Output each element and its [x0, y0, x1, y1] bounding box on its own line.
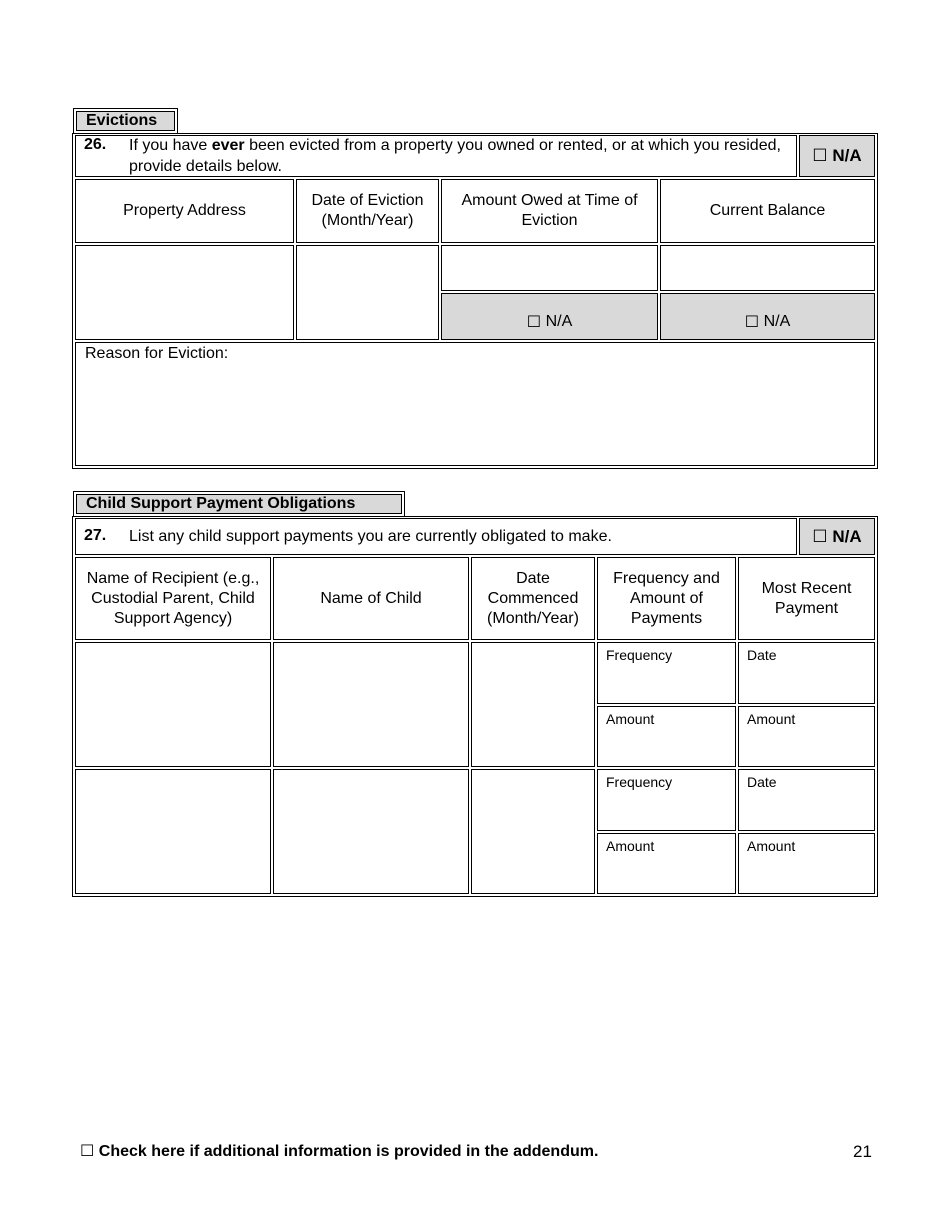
- frequency-field[interactable]: [597, 642, 736, 704]
- reason-for-eviction-field[interactable]: [75, 342, 875, 466]
- evictions-question-text-after: been evicted from a property you owned or rented, or at which you resided, provide details below.: [129, 137, 781, 175]
- checkbox-icon: ☐: [526, 311, 542, 331]
- header-name-of-child: Name of Child: [273, 557, 469, 640]
- child-name-field[interactable]: [273, 642, 469, 767]
- recipient-name-field[interactable]: [75, 769, 271, 894]
- evictions-na-checkbox[interactable]: [799, 135, 875, 177]
- child-support-question-text: List any child support payments you are currently obligated to make.: [129, 528, 612, 545]
- header-property-address: Property Address: [75, 179, 294, 243]
- evictions-question-text: [129, 135, 794, 177]
- evictions-question-emphasis: ever: [211, 137, 245, 154]
- amount-owed-field[interactable]: [441, 245, 658, 291]
- reason-for-eviction-label: Reason for Eviction:: [85, 345, 229, 362]
- current-balance-na-checkbox[interactable]: [660, 293, 875, 340]
- child-support-question-number: 27.: [84, 527, 107, 544]
- checkbox-icon: ☐: [744, 311, 760, 331]
- child-support-na-label: N/A: [832, 526, 862, 546]
- recent-payment-date-field[interactable]: [738, 642, 875, 704]
- date-commenced-field[interactable]: [471, 769, 595, 894]
- amount-owed-na-checkbox[interactable]: [441, 293, 658, 340]
- child-support-na-checkbox[interactable]: [799, 518, 875, 555]
- header-most-recent-payment: Most Recent Payment: [738, 557, 875, 640]
- evictions-title-label: Evictions: [76, 111, 175, 131]
- child-support-title-label: Child Support Payment Obligations: [76, 494, 402, 514]
- current-balance-field[interactable]: [660, 245, 875, 291]
- header-amount-owed: Amount Owed at Time of Eviction: [441, 179, 658, 243]
- evictions-na-label: N/A: [832, 146, 862, 165]
- checkbox-icon: ☐: [80, 1141, 95, 1160]
- checkbox-icon: ☐: [812, 146, 828, 166]
- current-balance-na-label: N/A: [763, 312, 791, 330]
- payment-amount-field[interactable]: [597, 706, 736, 767]
- date-commenced-field[interactable]: [471, 642, 595, 767]
- payment-amount-field[interactable]: [597, 833, 736, 894]
- header-current-balance: Current Balance: [660, 179, 875, 243]
- evictions-section-title: [73, 108, 178, 134]
- amount-owed-na-label: N/A: [545, 312, 573, 330]
- amount-label: Amount: [606, 711, 655, 727]
- header-date-commenced: Date Commenced (Month/Year): [471, 557, 595, 640]
- amount-label: Amount: [747, 711, 796, 727]
- header-date-of-eviction: Date of Eviction (Month/Year): [296, 179, 439, 243]
- evictions-question-text-before: If you have: [129, 137, 212, 154]
- checkbox-icon: ☐: [812, 526, 828, 547]
- recent-payment-amount-field[interactable]: [738, 706, 875, 767]
- evictions-question-number: 26.: [84, 136, 107, 153]
- child-name-field[interactable]: [273, 769, 469, 894]
- recipient-name-field[interactable]: [75, 642, 271, 767]
- date-label: Date: [747, 774, 777, 790]
- recent-payment-amount-field[interactable]: [738, 833, 875, 894]
- frequency-label: Frequency: [606, 774, 673, 790]
- page-number: 21: [853, 1142, 872, 1161]
- amount-label: Amount: [747, 838, 796, 854]
- date-label: Date: [747, 647, 777, 663]
- header-frequency-and-amount: Frequency and Amount of Payments: [597, 557, 736, 640]
- addendum-checkbox[interactable]: [80, 1141, 598, 1161]
- amount-label: Amount: [606, 838, 655, 854]
- property-address-field[interactable]: [75, 245, 294, 340]
- recent-payment-date-field[interactable]: [738, 769, 875, 831]
- date-of-eviction-field[interactable]: [296, 245, 439, 340]
- frequency-label: Frequency: [606, 647, 673, 663]
- frequency-field[interactable]: [597, 769, 736, 831]
- addendum-note: Check here if additional information is provided in the addendum.: [98, 1143, 599, 1160]
- header-name-of-recipient: Name of Recipient (e.g., Custodial Parent, Child Support Agency): [75, 557, 271, 640]
- child-support-section-title: [73, 491, 405, 517]
